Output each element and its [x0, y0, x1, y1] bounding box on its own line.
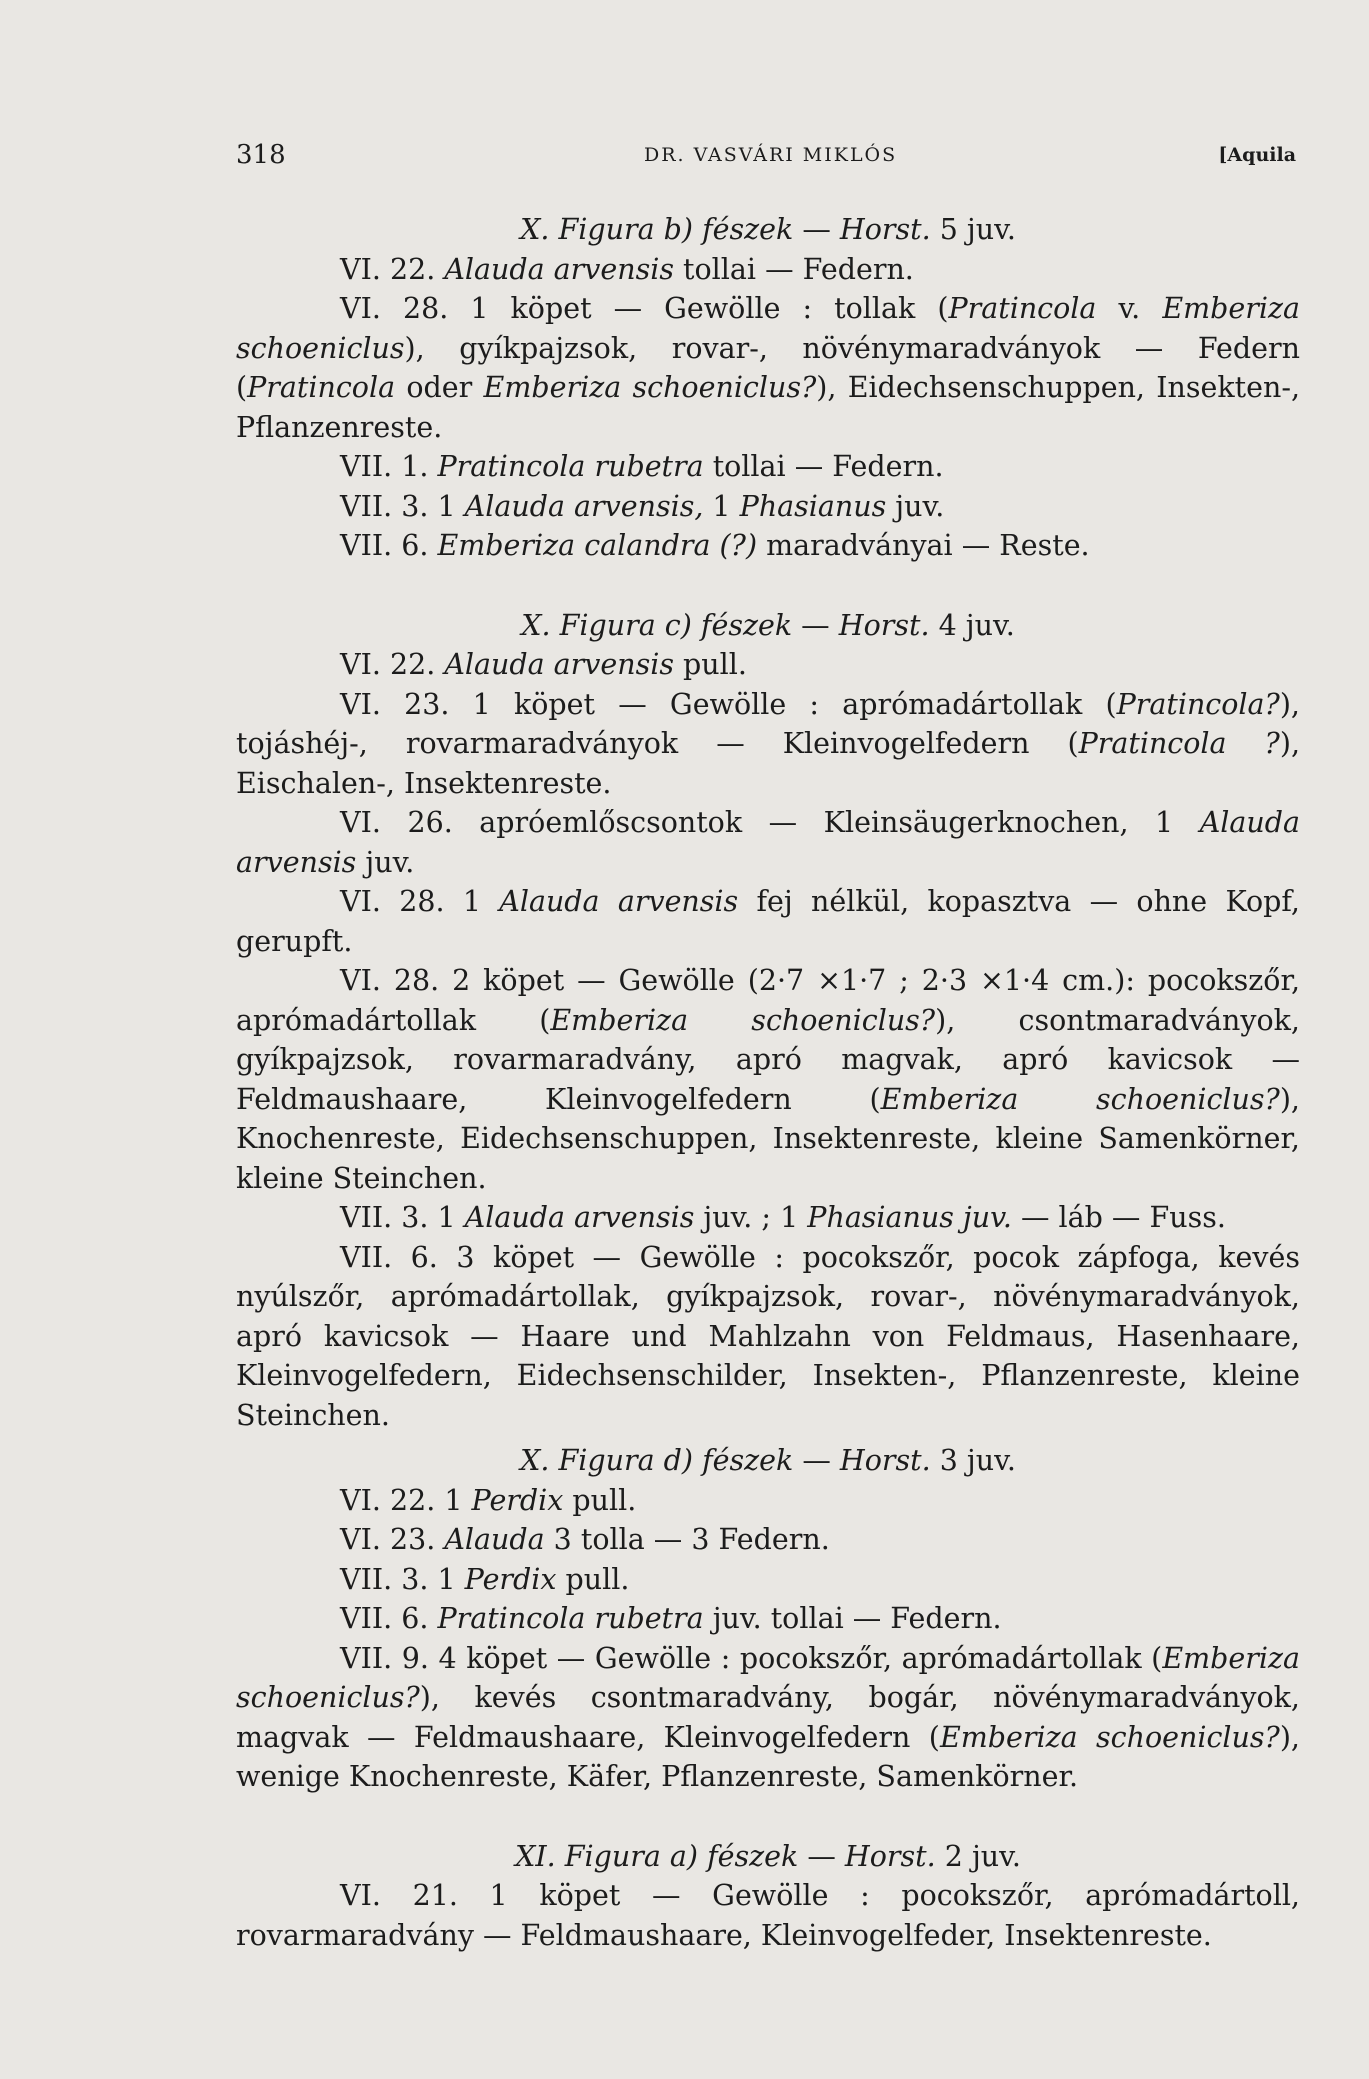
record-entry [236, 1198, 1300, 1238]
text-run: maradványai — Reste. [757, 529, 1090, 562]
text-run: VI. 28. 1 köpet — Gewölle : tollak ( [340, 292, 949, 325]
text-run: 2 juv. [935, 1839, 1021, 1873]
record-entry [236, 882, 1300, 961]
text-run: 5 juv. [930, 213, 1016, 246]
text-run: ), csontmaradványok, gyíkpajzsok, rovarmaradvány, apró magvak, apró kavicsok — Feldmaushaare, Kleinvogelfedern ( [236, 1003, 1300, 1116]
italic-text-run: Pratincola [247, 371, 396, 404]
page-number: 318 [236, 140, 286, 170]
italic-text-run: X. Figura b) fészek [520, 213, 794, 246]
text-run: juv. tollai — Federn. [703, 1602, 1002, 1635]
text-run: 4 juv. [929, 608, 1015, 642]
text-run: juv. ; 1 [694, 1201, 808, 1234]
text-run: pull. [563, 1483, 637, 1517]
text-run: — [798, 1839, 845, 1873]
text-run: ), Eidechsenschuppen, Insekten-, Pflanzenreste. [236, 371, 1301, 444]
record-entry [236, 487, 1300, 527]
text-run: VII. 6. 3 köpet — Gewölle : pocokszőr, pocok zápfoga, kevés nyúlszőr, aprómadártollak, gyíkpajzsok, rovar-, növénymaradványok, apró kavicsok — Haare und Mahlzahn von Feldmaus, Hasenhaare, Kleinvogelfedern, Eidechsenschilder, Insekten-, Pflanzenreste, kleine Steinchen. [236, 1240, 1300, 1432]
text-run: VII. 3. 1 [340, 1201, 465, 1234]
section-heading [236, 1837, 1300, 1877]
text-run: 3 tolla — 3 Federn. [544, 1523, 830, 1556]
italic-text-run: Alauda [444, 1523, 545, 1556]
text-run: — láb — Fuss. [1011, 1201, 1226, 1234]
text-run: ), tojáshéj-, rovarmaradványok — Kleinvogelfedern ( [236, 687, 1300, 760]
record-entry [236, 645, 1300, 685]
record-entry [236, 803, 1300, 882]
text-run: VI. 22. [340, 648, 445, 681]
record-entry [236, 1560, 1300, 1600]
record-entry [236, 1238, 1300, 1436]
record-entry [236, 685, 1300, 804]
record-entry [236, 289, 1300, 447]
text-run: 1 [703, 489, 740, 523]
text-run: VII. 6. [340, 1602, 438, 1635]
text-run: juv. [886, 489, 945, 523]
text-run: VI. 22. [340, 252, 445, 286]
italic-text-run: Pratincola rubetra [437, 450, 704, 483]
italic-text-run: X. Figura d) fészek [520, 1444, 794, 1477]
italic-text-run: Emberiza calandra (?) [437, 529, 758, 562]
italic-text-run: Pratincola? [1116, 687, 1280, 721]
spacer [236, 566, 1300, 606]
italic-text-run: Alauda arvensis [236, 806, 1300, 879]
text-run: tollai — Federn. [674, 252, 914, 286]
text-run: ), Eischalen-, Insektenreste. [236, 727, 1301, 800]
text-run: VII. 9. 4 köpet — Gewölle : pocokszőr, aprómadártollak ( [340, 1641, 1163, 1675]
text-run: tollai — Federn. [703, 450, 944, 483]
italic-text-run: Perdix [464, 1562, 557, 1596]
section-heading [236, 606, 1300, 646]
text-run: VI. 28. 1 [340, 885, 500, 918]
text-run: VI. 28. 2 köpet — Gewölle (2·7 ×1·7 ; 2·3 ×1·4 cm.): pocokszőr, aprómadártollak ( [236, 964, 1300, 1037]
italic-text-run: Horst. [844, 1839, 936, 1873]
record-entry [236, 1876, 1300, 1955]
text-run: ), kevés csontmaradvány, bogár, növénymaradványok, magvak — Feldmaushaare, Kleinvogelfedern ( [236, 1681, 1300, 1754]
record-entry [236, 1520, 1300, 1560]
italic-text-run: Alauda arvensis, [464, 489, 704, 523]
text-run: fej nélkül, kopasztva — ohne Kopf, gerupft. [236, 885, 1300, 958]
journal-name: [Aquila [1218, 144, 1296, 166]
italic-text-run: Emberiza schoeniclus? [483, 371, 817, 404]
record-entry [236, 1481, 1300, 1521]
record-entry [236, 1599, 1300, 1639]
text-run: ), Knochenreste, Eidechsenschuppen, Insektenreste, kleine Samenkörner, kleine Steinchen. [236, 1082, 1300, 1195]
italic-text-run: Emberiza schoeniclus? [236, 1641, 1300, 1714]
text-run: — [793, 213, 840, 246]
text-run: 3 juv. [930, 1444, 1016, 1477]
text-run: juv. [356, 845, 415, 879]
record-entry [236, 250, 1300, 290]
italic-text-run: Perdix [471, 1483, 564, 1517]
spacer [236, 1797, 1300, 1837]
text-run: pull. [556, 1562, 630, 1596]
italic-text-run: Alauda arvensis [444, 648, 674, 681]
italic-text-run: Pratincola rubetra [437, 1602, 704, 1635]
section-heading [236, 210, 1300, 250]
italic-text-run: Emberiza schoeniclus? [880, 1082, 1280, 1116]
record-entry [236, 961, 1300, 1198]
text-run: VI. 22. 1 [340, 1483, 472, 1517]
italic-text-run: Alauda arvensis [444, 252, 674, 286]
text-run: — [792, 608, 839, 642]
text-run: pull. [674, 648, 747, 681]
text-run: oder [395, 371, 484, 404]
record-entry [236, 447, 1300, 487]
running-author: DR. VASVÁRI MIKLÓS [644, 144, 898, 166]
text-run: VI. 26. apróemlőscsontok — Kleinsäugerknochen, 1 [340, 806, 1200, 839]
italic-text-run: Horst. [838, 608, 930, 642]
text-run: VI. 21. 1 köpet — Gewölle : pocokszőr, aprómadártoll, rovarmaradvány — Feldmaushaare, Kleinvogelfeder, Insektenreste. [236, 1879, 1300, 1952]
italic-text-run: Pratincola [948, 292, 1097, 325]
italic-text-run: X. Figura c) fészek [521, 608, 793, 642]
text-run: VII. 6. [340, 529, 438, 562]
record-entry [236, 1639, 1300, 1797]
italic-text-run: Phasianus juv. [807, 1201, 1012, 1234]
italic-text-run: Alauda arvensis [464, 1201, 695, 1234]
text-run: VI. 23. 1 köpet — Gewölle : aprómadártollak ( [340, 687, 1117, 721]
text-run: ), gyíkpajzsok, rovar-, növénymaradványok — Federn ( [236, 331, 1300, 404]
text-run: VII. 1. [340, 450, 438, 483]
text-run: VII. 3. 1 [340, 1562, 465, 1596]
text-run: VII. 3. 1 [340, 489, 465, 523]
article-body [236, 210, 1300, 1955]
text-run: VI. 23. [340, 1523, 445, 1556]
italic-text-run: Alauda arvensis [499, 885, 739, 918]
italic-text-run: Horst. [839, 213, 931, 246]
section-heading [236, 1441, 1300, 1481]
text-run: ), wenige Knochenreste, Käfer, Pflanzenreste, Samenkörner. [236, 1720, 1300, 1793]
italic-text-run: Emberiza schoeniclus? [550, 1003, 936, 1037]
record-entry [236, 526, 1300, 566]
italic-text-run: Pratincola ? [1078, 727, 1280, 760]
text-run: v. [1096, 292, 1163, 325]
italic-text-run: Phasianus [739, 489, 887, 523]
running-header [236, 140, 1296, 180]
italic-text-run: Emberiza schoeniclus? [939, 1720, 1280, 1754]
italic-text-run: Emberiza schoeniclus [236, 292, 1300, 365]
italic-text-run: XI. Figura a) fészek [515, 1839, 799, 1873]
text-run: — [793, 1444, 840, 1477]
italic-text-run: Horst. [839, 1444, 931, 1477]
